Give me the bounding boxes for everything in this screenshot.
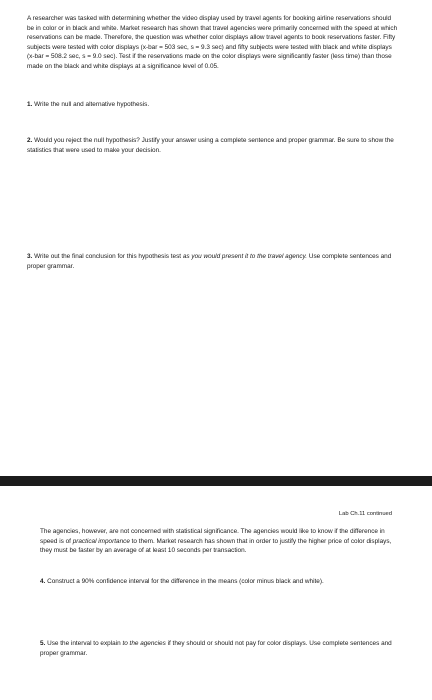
question-1-text: Write the null and alternative hypothesis.: [32, 101, 150, 108]
question-5-text-end: if they should or should not pay for color displays. Use complete sentences and proper grammar.: [40, 640, 392, 657]
question-2-number: 2.: [27, 137, 33, 144]
worksheet-page-2: [0, 486, 432, 700]
question-3-text-end: Use complete sentences and proper grammar.: [27, 253, 392, 270]
question-4-text: Construct a 90% confidence interval for the difference in the means (color minus black and white).: [45, 578, 324, 585]
question-5: [40, 639, 400, 658]
question-4-number: 4.: [40, 578, 46, 585]
problem-statement: A researcher was tasked with determining whether the video display used by travel agents for booking airline reservations should be in color or in black and white. Market research has shown that travel agencies were primarily concerned with the speed at which reservations can be made. Therefore, the question was whether color displays allow travel agents to book reservations faster. Fifty subjects were tested with color displays (x-bar = 503 sec, s = 9.3 sec) and fifty subjects were tested with black and white displays (x-bar = 508.2 sec, s = 9.0 sec). Test if the reservations made on the color displays were significantly faster (less time) than those made on the black and white displays at a significance level of 0.05.: [27, 15, 398, 70]
page-header: Lab Ch.11 continued: [338, 511, 392, 517]
question-5-number: 5.: [40, 640, 46, 647]
intro-emphasis: practical importance: [72, 537, 130, 545]
question-3-number: 3.: [27, 253, 33, 260]
question-5-text: Use the interval to explain: [45, 640, 123, 647]
question-3: [27, 252, 397, 271]
question-3-emphasis: as you would present it to the travel agency.: [182, 253, 308, 260]
page-divider: [0, 476, 432, 486]
practical-importance-statement: [40, 527, 400, 556]
question-5-emphasis: to the agencies: [122, 640, 166, 647]
question-4: [40, 577, 400, 587]
question-1: [27, 100, 397, 110]
question-2: [27, 136, 397, 155]
question-1-number: 1.: [27, 101, 33, 108]
question-2-text: Would you reject the null hypothesis? Justify your answer using a complete sentence and proper grammar. Be sure to show the statistics that were used to make your decision.: [27, 137, 394, 154]
question-3-text: Write out the final conclusion for this hypothesis test: [32, 253, 183, 260]
intro-text-end: to them. Market research has shown that in order to justify the higher price of color displays, they must be faster by an average of at least 10 seconds per transaction.: [40, 537, 392, 555]
intro-text: The agencies, however, are not concerned with statistical significance. The agencies would like to know if the difference in speed is of: [40, 528, 385, 545]
